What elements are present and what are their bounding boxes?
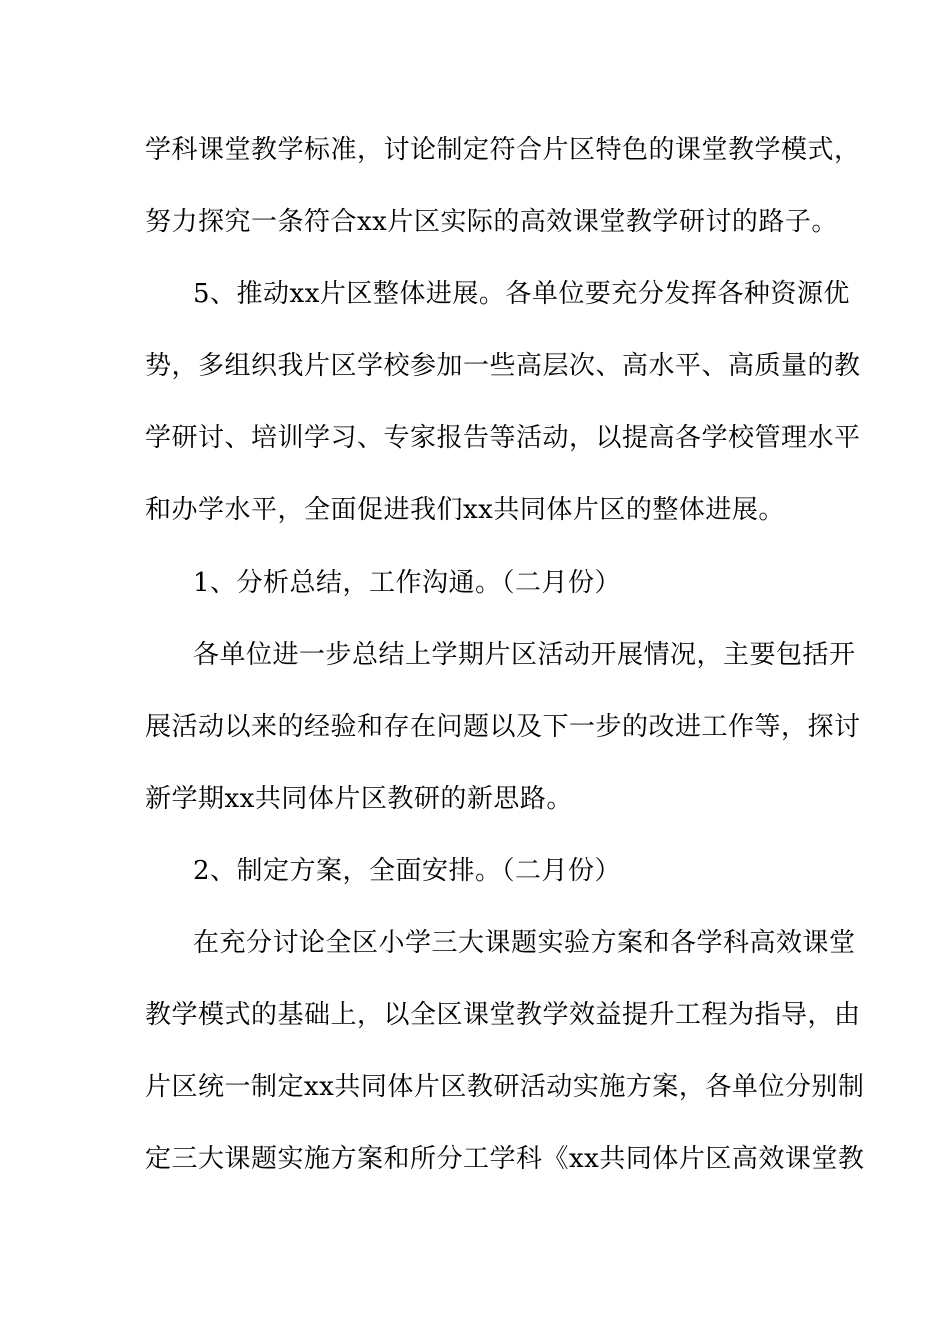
paragraph-start-line: 5、推动xx片区整体进展。各单位要充分发挥各种资源优 — [193, 279, 850, 309]
text-line: 学研讨、培训学习、专家报告等活动，以提高各学校管理水平 — [145, 423, 861, 453]
text-line: 学科课堂教学标准，讨论制定符合片区特色的课堂教学模式， — [145, 135, 861, 165]
paragraph-start-line: 在充分讨论全区小学三大课题实验方案和各学科高效课堂 — [193, 928, 856, 958]
text-line: 新学期xx共同体片区教研的新思路。 — [145, 784, 573, 814]
text-line: 势，多组织我片区学校参加一些高层次、高水平、高质量的教 — [145, 351, 861, 381]
section-heading: 1、分析总结，工作沟通。（二月份） — [193, 568, 622, 598]
text-line: 教学模式的基础上，以全区课堂教学效益提升工程为指导，由 — [145, 1000, 861, 1030]
text-line: 片区统一制定xx共同体片区教研活动实施方案，各单位分别制 — [145, 1072, 865, 1102]
text-line: 展活动以来的经验和存在问题以及下一步的改进工作等，探讨 — [145, 712, 861, 742]
text-line: 努力探究一条符合xx片区实际的高效课堂教学研讨的路子。 — [145, 207, 838, 237]
paragraph-start-line: 各单位进一步总结上学期片区活动开展情况，主要包括开 — [193, 640, 856, 670]
section-heading: 2、制定方案，全面安排。（二月份） — [193, 856, 622, 886]
text-line: 和办学水平，全面促进我们xx共同体片区的整体进展。 — [145, 495, 785, 525]
text-line: 定三大课题实施方案和所分工学科《xx共同体片区高效课堂教 — [145, 1144, 865, 1174]
